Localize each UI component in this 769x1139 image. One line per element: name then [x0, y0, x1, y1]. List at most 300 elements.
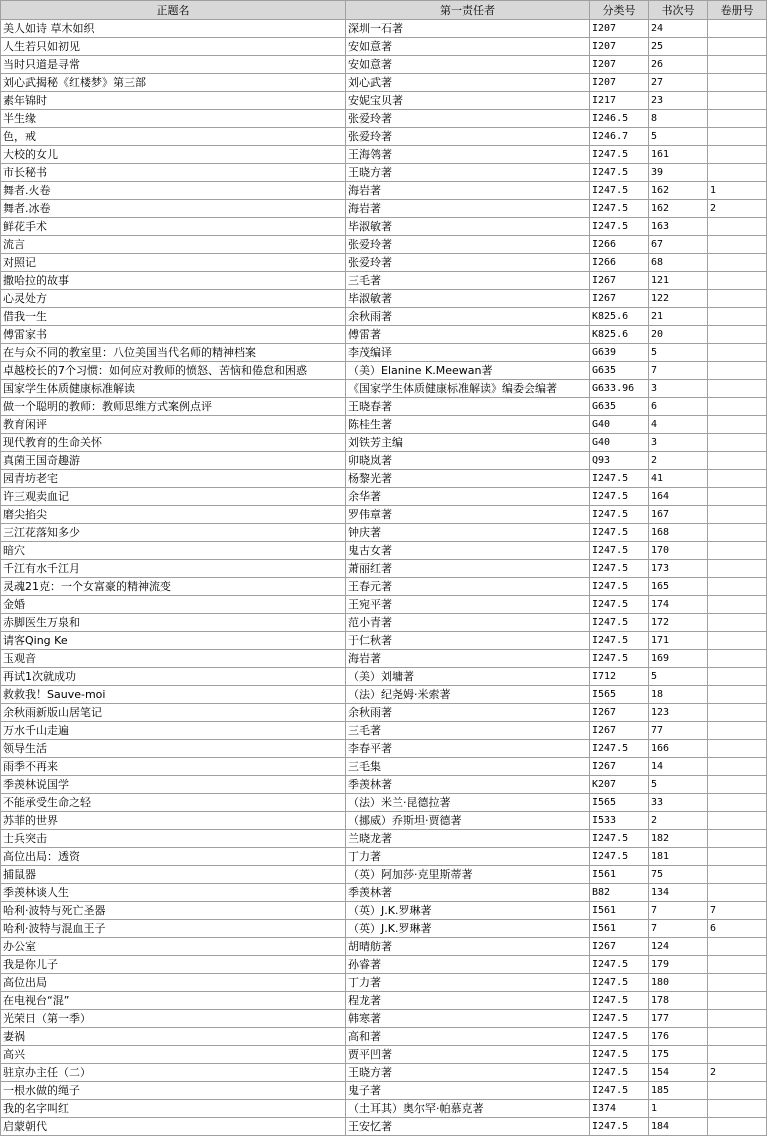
book-number-cell[interactable]: 185: [649, 1082, 708, 1100]
title-cell[interactable]: 妻祸: [1, 1028, 346, 1046]
class-number-cell[interactable]: I247.5: [590, 1082, 649, 1100]
author-cell[interactable]: 《国家学生体质健康标准解读》编委会编著: [346, 380, 590, 398]
book-number-cell[interactable]: 181: [649, 848, 708, 866]
table-row[interactable]: [1, 884, 767, 902]
title-cell[interactable]: 不能承受生命之轻: [1, 794, 346, 812]
author-cell[interactable]: 安如意著: [346, 38, 590, 56]
book-number-cell[interactable]: 3: [649, 434, 708, 452]
volume-number-cell[interactable]: [708, 434, 767, 452]
book-number-cell[interactable]: 5: [649, 668, 708, 686]
title-cell[interactable]: 卓越校长的7个习惯：如何应对教师的愤怒、苦恼和倦怠和困惑: [1, 362, 346, 380]
class-number-cell[interactable]: I247.5: [590, 956, 649, 974]
book-number-cell[interactable]: 180: [649, 974, 708, 992]
title-cell[interactable]: 鲜花手术: [1, 218, 346, 236]
table-row[interactable]: [1, 1118, 767, 1136]
author-cell[interactable]: （法）米兰·昆德拉著: [346, 794, 590, 812]
table-row[interactable]: [1, 740, 767, 758]
volume-number-cell[interactable]: [708, 650, 767, 668]
table-row[interactable]: [1, 704, 767, 722]
book-number-cell[interactable]: 41: [649, 470, 708, 488]
book-number-cell[interactable]: 166: [649, 740, 708, 758]
class-number-cell[interactable]: I561: [590, 920, 649, 938]
table-row[interactable]: [1, 1046, 767, 1064]
author-cell[interactable]: 三毛著: [346, 722, 590, 740]
title-cell[interactable]: 傅雷家书: [1, 326, 346, 344]
book-number-cell[interactable]: 33: [649, 794, 708, 812]
table-row[interactable]: [1, 866, 767, 884]
book-number-cell[interactable]: 8: [649, 110, 708, 128]
book-number-cell[interactable]: 123: [649, 704, 708, 722]
class-number-cell[interactable]: I247.5: [590, 164, 649, 182]
author-cell[interactable]: 丁力著: [346, 974, 590, 992]
book-number-cell[interactable]: 164: [649, 488, 708, 506]
table-row[interactable]: [1, 290, 767, 308]
book-number-cell[interactable]: 77: [649, 722, 708, 740]
class-number-cell[interactable]: I267: [590, 290, 649, 308]
volume-number-cell[interactable]: [708, 74, 767, 92]
author-cell[interactable]: （土耳其）奥尔罕·帕慕克著: [346, 1100, 590, 1118]
book-number-cell[interactable]: 27: [649, 74, 708, 92]
author-cell[interactable]: 安如意著: [346, 56, 590, 74]
author-cell[interactable]: 罗伟章著: [346, 506, 590, 524]
table-row[interactable]: [1, 848, 767, 866]
class-number-cell[interactable]: I267: [590, 758, 649, 776]
title-cell[interactable]: 领导生活: [1, 740, 346, 758]
volume-number-cell[interactable]: [708, 146, 767, 164]
class-number-cell[interactable]: G40: [590, 416, 649, 434]
table-row[interactable]: [1, 236, 767, 254]
table-row[interactable]: [1, 776, 767, 794]
table-row[interactable]: [1, 956, 767, 974]
table-row[interactable]: [1, 92, 767, 110]
class-number-cell[interactable]: I565: [590, 686, 649, 704]
column-header-volume-number[interactable]: 卷册号: [708, 1, 767, 20]
author-cell[interactable]: 王晓春著: [346, 398, 590, 416]
author-cell[interactable]: 深圳一石著: [346, 20, 590, 38]
volume-number-cell[interactable]: [708, 848, 767, 866]
table-row[interactable]: [1, 326, 767, 344]
table-row[interactable]: [1, 416, 767, 434]
book-number-cell[interactable]: 177: [649, 1010, 708, 1028]
class-number-cell[interactable]: I247.5: [590, 992, 649, 1010]
class-number-cell[interactable]: G639: [590, 344, 649, 362]
table-row[interactable]: [1, 38, 767, 56]
title-cell[interactable]: 美人如诗 草木如织: [1, 20, 346, 38]
author-cell[interactable]: 胡晴舫著: [346, 938, 590, 956]
author-cell[interactable]: 于仁秋著: [346, 632, 590, 650]
author-cell[interactable]: （美）Elanine K.Meewan著: [346, 362, 590, 380]
class-number-cell[interactable]: I247.5: [590, 146, 649, 164]
book-number-cell[interactable]: 122: [649, 290, 708, 308]
author-cell[interactable]: 丁力著: [346, 848, 590, 866]
table-row[interactable]: [1, 542, 767, 560]
book-number-cell[interactable]: 7: [649, 920, 708, 938]
class-number-cell[interactable]: I247.5: [590, 218, 649, 236]
volume-number-cell[interactable]: [708, 398, 767, 416]
class-number-cell[interactable]: I247.5: [590, 1028, 649, 1046]
book-number-cell[interactable]: 175: [649, 1046, 708, 1064]
table-row[interactable]: [1, 74, 767, 92]
volume-number-cell[interactable]: [708, 542, 767, 560]
table-row[interactable]: [1, 1064, 767, 1082]
class-number-cell[interactable]: I247.5: [590, 1010, 649, 1028]
table-row[interactable]: [1, 812, 767, 830]
class-number-cell[interactable]: I207: [590, 74, 649, 92]
table-row[interactable]: [1, 380, 767, 398]
book-number-cell[interactable]: 161: [649, 146, 708, 164]
volume-number-cell[interactable]: [708, 812, 767, 830]
author-cell[interactable]: （英）J.K.罗琳著: [346, 920, 590, 938]
volume-number-cell[interactable]: [708, 776, 767, 794]
volume-number-cell[interactable]: [708, 470, 767, 488]
class-number-cell[interactable]: I247.5: [590, 1064, 649, 1082]
volume-number-cell[interactable]: [708, 1028, 767, 1046]
volume-number-cell[interactable]: 2: [708, 1064, 767, 1082]
volume-number-cell[interactable]: [708, 92, 767, 110]
volume-number-cell[interactable]: [708, 596, 767, 614]
table-row[interactable]: [1, 308, 767, 326]
class-number-cell[interactable]: I207: [590, 56, 649, 74]
book-number-cell[interactable]: 26: [649, 56, 708, 74]
book-number-cell[interactable]: 2: [649, 452, 708, 470]
class-number-cell[interactable]: I247.5: [590, 470, 649, 488]
table-row[interactable]: [1, 470, 767, 488]
title-cell[interactable]: 许三观卖血记: [1, 488, 346, 506]
title-cell[interactable]: 流言: [1, 236, 346, 254]
volume-number-cell[interactable]: [708, 56, 767, 74]
table-row[interactable]: [1, 254, 767, 272]
volume-number-cell[interactable]: [708, 20, 767, 38]
author-cell[interactable]: 海岩著: [346, 182, 590, 200]
volume-number-cell[interactable]: [708, 578, 767, 596]
title-cell[interactable]: 再试1次就成功: [1, 668, 346, 686]
table-row[interactable]: [1, 992, 767, 1010]
class-number-cell[interactable]: I247.5: [590, 848, 649, 866]
class-number-cell[interactable]: I247.5: [590, 614, 649, 632]
table-row[interactable]: [1, 218, 767, 236]
volume-number-cell[interactable]: [708, 164, 767, 182]
book-number-cell[interactable]: 121: [649, 272, 708, 290]
class-number-cell[interactable]: I247.5: [590, 1046, 649, 1064]
title-cell[interactable]: 色，戒: [1, 128, 346, 146]
author-cell[interactable]: 卯晓岚著: [346, 452, 590, 470]
author-cell[interactable]: 季羡林著: [346, 776, 590, 794]
table-row[interactable]: [1, 56, 767, 74]
author-cell[interactable]: 王宛平著: [346, 596, 590, 614]
author-cell[interactable]: 高和著: [346, 1028, 590, 1046]
book-number-cell[interactable]: 14: [649, 758, 708, 776]
volume-number-cell[interactable]: [708, 1082, 767, 1100]
class-number-cell[interactable]: I247.5: [590, 488, 649, 506]
volume-number-cell[interactable]: [708, 866, 767, 884]
class-number-cell[interactable]: I247.5: [590, 506, 649, 524]
class-number-cell[interactable]: I561: [590, 902, 649, 920]
title-cell[interactable]: 季羡林说国学: [1, 776, 346, 794]
class-number-cell[interactable]: I267: [590, 272, 649, 290]
class-number-cell[interactable]: I267: [590, 938, 649, 956]
title-cell[interactable]: 磨尖掐尖: [1, 506, 346, 524]
title-cell[interactable]: 刘心武揭秘《红楼梦》第三部: [1, 74, 346, 92]
title-cell[interactable]: 一根水做的绳子: [1, 1082, 346, 1100]
book-number-cell[interactable]: 162: [649, 200, 708, 218]
author-cell[interactable]: 程龙著: [346, 992, 590, 1010]
title-cell[interactable]: 教育闲评: [1, 416, 346, 434]
volume-number-cell[interactable]: [708, 704, 767, 722]
book-number-cell[interactable]: 173: [649, 560, 708, 578]
book-number-cell[interactable]: 75: [649, 866, 708, 884]
book-number-cell[interactable]: 176: [649, 1028, 708, 1046]
author-cell[interactable]: 鬼古女著: [346, 542, 590, 560]
title-cell[interactable]: 赤脚医生万泉和: [1, 614, 346, 632]
table-row[interactable]: [1, 632, 767, 650]
author-cell[interactable]: 余秋雨著: [346, 704, 590, 722]
table-row[interactable]: [1, 164, 767, 182]
class-number-cell[interactable]: K825.6: [590, 326, 649, 344]
table-row[interactable]: [1, 452, 767, 470]
table-row[interactable]: [1, 488, 767, 506]
author-cell[interactable]: 刘心武著: [346, 74, 590, 92]
volume-number-cell[interactable]: 7: [708, 902, 767, 920]
table-row[interactable]: [1, 596, 767, 614]
author-cell[interactable]: 余华著: [346, 488, 590, 506]
author-cell[interactable]: 傅雷著: [346, 326, 590, 344]
book-number-cell[interactable]: 5: [649, 776, 708, 794]
column-header-book-number[interactable]: 书次号: [649, 1, 708, 20]
class-number-cell[interactable]: I247.5: [590, 632, 649, 650]
title-cell[interactable]: 人生若只如初见: [1, 38, 346, 56]
table-row[interactable]: [1, 938, 767, 956]
table-row[interactable]: [1, 182, 767, 200]
table-row[interactable]: [1, 794, 767, 812]
volume-number-cell[interactable]: [708, 992, 767, 1010]
book-number-cell[interactable]: 25: [649, 38, 708, 56]
author-cell[interactable]: 萧丽红著: [346, 560, 590, 578]
book-number-cell[interactable]: 167: [649, 506, 708, 524]
title-cell[interactable]: 救救我！Sauve-moi: [1, 686, 346, 704]
title-cell[interactable]: 素年锦时: [1, 92, 346, 110]
author-cell[interactable]: 王安忆著: [346, 1118, 590, 1136]
book-number-cell[interactable]: 182: [649, 830, 708, 848]
table-row[interactable]: [1, 1100, 767, 1118]
column-header-title[interactable]: 正题名: [1, 1, 346, 20]
class-number-cell[interactable]: G633.96: [590, 380, 649, 398]
title-cell[interactable]: 高位出局: [1, 974, 346, 992]
volume-number-cell[interactable]: [708, 956, 767, 974]
author-cell[interactable]: 季羡林著: [346, 884, 590, 902]
author-cell[interactable]: 杨黎光著: [346, 470, 590, 488]
author-cell[interactable]: 孙睿著: [346, 956, 590, 974]
volume-number-cell[interactable]: [708, 938, 767, 956]
volume-number-cell[interactable]: [708, 668, 767, 686]
class-number-cell[interactable]: I247.5: [590, 650, 649, 668]
book-number-cell[interactable]: 179: [649, 956, 708, 974]
author-cell[interactable]: （挪威）乔斯坦·贾德著: [346, 812, 590, 830]
author-cell[interactable]: 余秋雨著: [346, 308, 590, 326]
volume-number-cell[interactable]: [708, 362, 767, 380]
author-cell[interactable]: （美）刘墉著: [346, 668, 590, 686]
table-row[interactable]: [1, 686, 767, 704]
book-number-cell[interactable]: 169: [649, 650, 708, 668]
volume-number-cell[interactable]: [708, 506, 767, 524]
author-cell[interactable]: （英）阿加莎·克里斯蒂著: [346, 866, 590, 884]
class-number-cell[interactable]: I266: [590, 236, 649, 254]
book-number-cell[interactable]: 39: [649, 164, 708, 182]
book-number-cell[interactable]: 174: [649, 596, 708, 614]
title-cell[interactable]: 办公室: [1, 938, 346, 956]
title-cell[interactable]: 季羡林谈人生: [1, 884, 346, 902]
volume-number-cell[interactable]: [708, 326, 767, 344]
volume-number-cell[interactable]: [708, 1118, 767, 1136]
table-row[interactable]: [1, 920, 767, 938]
book-number-cell[interactable]: 124: [649, 938, 708, 956]
class-number-cell[interactable]: I561: [590, 866, 649, 884]
table-row[interactable]: [1, 1010, 767, 1028]
book-number-cell[interactable]: 163: [649, 218, 708, 236]
class-number-cell[interactable]: I247.5: [590, 596, 649, 614]
title-cell[interactable]: 在电视台“混”: [1, 992, 346, 1010]
volume-number-cell[interactable]: [708, 794, 767, 812]
book-number-cell[interactable]: 5: [649, 128, 708, 146]
table-row[interactable]: [1, 344, 767, 362]
author-cell[interactable]: 三毛著: [346, 272, 590, 290]
title-cell[interactable]: 半生缘: [1, 110, 346, 128]
volume-number-cell[interactable]: [708, 884, 767, 902]
book-number-cell[interactable]: 168: [649, 524, 708, 542]
book-number-cell[interactable]: 24: [649, 20, 708, 38]
book-number-cell[interactable]: 3: [649, 380, 708, 398]
class-number-cell[interactable]: I267: [590, 704, 649, 722]
table-row[interactable]: [1, 506, 767, 524]
volume-number-cell[interactable]: [708, 218, 767, 236]
class-number-cell[interactable]: I374: [590, 1100, 649, 1118]
title-cell[interactable]: 金婚: [1, 596, 346, 614]
title-cell[interactable]: 启蒙朝代: [1, 1118, 346, 1136]
class-number-cell[interactable]: G635: [590, 362, 649, 380]
title-cell[interactable]: 市长秘书: [1, 164, 346, 182]
class-number-cell[interactable]: I247.5: [590, 560, 649, 578]
author-cell[interactable]: 鬼子著: [346, 1082, 590, 1100]
title-cell[interactable]: 余秋雨新版山居笔记: [1, 704, 346, 722]
class-number-cell[interactable]: I246.5: [590, 110, 649, 128]
volume-number-cell[interactable]: 6: [708, 920, 767, 938]
class-number-cell[interactable]: K825.6: [590, 308, 649, 326]
table-row[interactable]: [1, 1028, 767, 1046]
author-cell[interactable]: 海岩著: [346, 650, 590, 668]
volume-number-cell[interactable]: [708, 38, 767, 56]
book-number-cell[interactable]: 178: [649, 992, 708, 1010]
book-number-cell[interactable]: 162: [649, 182, 708, 200]
table-row[interactable]: [1, 650, 767, 668]
book-number-cell[interactable]: 68: [649, 254, 708, 272]
title-cell[interactable]: 撒哈拉的故事: [1, 272, 346, 290]
title-cell[interactable]: 当时只道是寻常: [1, 56, 346, 74]
table-row[interactable]: [1, 398, 767, 416]
class-number-cell[interactable]: I247.5: [590, 1118, 649, 1136]
author-cell[interactable]: 张爱玲著: [346, 254, 590, 272]
volume-number-cell[interactable]: [708, 1100, 767, 1118]
title-cell[interactable]: 借我一生: [1, 308, 346, 326]
volume-number-cell[interactable]: [708, 290, 767, 308]
table-row[interactable]: [1, 758, 767, 776]
class-number-cell[interactable]: I712: [590, 668, 649, 686]
book-number-cell[interactable]: 18: [649, 686, 708, 704]
title-cell[interactable]: 现代教育的生命关怀: [1, 434, 346, 452]
volume-number-cell[interactable]: [708, 614, 767, 632]
book-number-cell[interactable]: 5: [649, 344, 708, 362]
book-number-cell[interactable]: 170: [649, 542, 708, 560]
class-number-cell[interactable]: I247.5: [590, 974, 649, 992]
book-number-cell[interactable]: 184: [649, 1118, 708, 1136]
class-number-cell[interactable]: Q93: [590, 452, 649, 470]
author-cell[interactable]: 范小青著: [346, 614, 590, 632]
author-cell[interactable]: 刘铁芳主编: [346, 434, 590, 452]
title-cell[interactable]: 三江花落知多少: [1, 524, 346, 542]
title-cell[interactable]: 真菌王国奇趣游: [1, 452, 346, 470]
author-cell[interactable]: 三毛集: [346, 758, 590, 776]
title-cell[interactable]: 舞者.冰卷: [1, 200, 346, 218]
class-number-cell[interactable]: G635: [590, 398, 649, 416]
class-number-cell[interactable]: I207: [590, 20, 649, 38]
title-cell[interactable]: 大校的女儿: [1, 146, 346, 164]
volume-number-cell[interactable]: [708, 560, 767, 578]
title-cell[interactable]: 舞者.火卷: [1, 182, 346, 200]
volume-number-cell[interactable]: [708, 740, 767, 758]
author-cell[interactable]: 王海鸰著: [346, 146, 590, 164]
volume-number-cell[interactable]: [708, 1046, 767, 1064]
title-cell[interactable]: 在与众不同的教室里：八位美国当代名师的精神档案: [1, 344, 346, 362]
table-row[interactable]: [1, 200, 767, 218]
class-number-cell[interactable]: K207: [590, 776, 649, 794]
table-row[interactable]: [1, 434, 767, 452]
book-number-cell[interactable]: 23: [649, 92, 708, 110]
volume-number-cell[interactable]: [708, 236, 767, 254]
class-number-cell[interactable]: I246.7: [590, 128, 649, 146]
title-cell[interactable]: 做一个聪明的教师：教师思维方式案例点评: [1, 398, 346, 416]
volume-number-cell[interactable]: [708, 830, 767, 848]
author-cell[interactable]: 钟庆著: [346, 524, 590, 542]
volume-number-cell[interactable]: [708, 686, 767, 704]
title-cell[interactable]: 万水千山走遍: [1, 722, 346, 740]
table-row[interactable]: [1, 722, 767, 740]
book-number-cell[interactable]: 171: [649, 632, 708, 650]
book-number-cell[interactable]: 172: [649, 614, 708, 632]
author-cell[interactable]: 李茂编译: [346, 344, 590, 362]
book-number-cell[interactable]: 67: [649, 236, 708, 254]
title-cell[interactable]: 请客Qing Ke: [1, 632, 346, 650]
book-number-cell[interactable]: 134: [649, 884, 708, 902]
class-number-cell[interactable]: I217: [590, 92, 649, 110]
title-cell[interactable]: 暗穴: [1, 542, 346, 560]
book-number-cell[interactable]: 6: [649, 398, 708, 416]
book-number-cell[interactable]: 7: [649, 362, 708, 380]
volume-number-cell[interactable]: [708, 380, 767, 398]
book-number-cell[interactable]: 7: [649, 902, 708, 920]
title-cell[interactable]: 驻京办主任（二）: [1, 1064, 346, 1082]
class-number-cell[interactable]: I247.5: [590, 830, 649, 848]
table-row[interactable]: [1, 974, 767, 992]
author-cell[interactable]: 毕淑敏著: [346, 290, 590, 308]
table-row[interactable]: [1, 362, 767, 380]
table-row[interactable]: [1, 146, 767, 164]
table-row[interactable]: [1, 524, 767, 542]
volume-number-cell[interactable]: [708, 110, 767, 128]
title-cell[interactable]: 我的名字叫红: [1, 1100, 346, 1118]
class-number-cell[interactable]: I267: [590, 722, 649, 740]
class-number-cell[interactable]: I247.5: [590, 542, 649, 560]
author-cell[interactable]: 海岩著: [346, 200, 590, 218]
author-cell[interactable]: 张爱玲著: [346, 110, 590, 128]
title-cell[interactable]: 园青坊老宅: [1, 470, 346, 488]
